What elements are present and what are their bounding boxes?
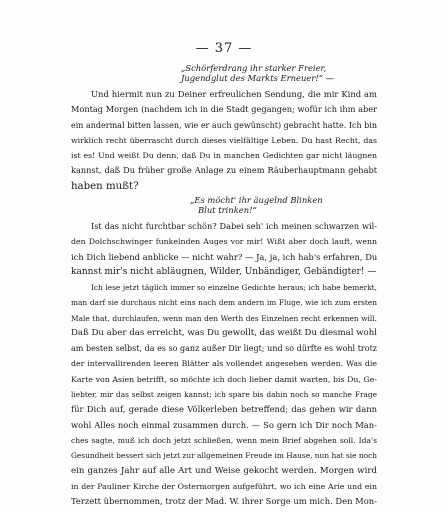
verse-line: Jugendglut des Markts Erneuer!“ — — [181, 73, 335, 83]
text-line: in der Pauliner Kirche der Ostermorgen aufgeführt, wo ich eine Arie und ein — [71, 481, 377, 491]
text-line: wirklich recht überrascht durch dieses vielfältige Leben. Du hast Recht, das — [71, 135, 377, 145]
text-line: wohl Alles noch einmal zusammen durch. — So gern ich Dir noch Man- — [71, 419, 377, 430]
text-line: der intervallirenden leeren Blätter als vollendet angesehen werden. Was die — [71, 359, 377, 369]
text-line: ein andermal bitten lassen, wie er auch gewünscht) gebracht hatte. Ich bin — [71, 120, 377, 130]
text-line: man darf sie durchaus nicht eins nach dem andern im Fluge, wie ich zum ersten — [71, 298, 377, 308]
text-line: Male that, durchlaufen, wenn man den Werth des Einzelnen recht erkennen will. — [71, 313, 377, 323]
text-line: Ich lese jetzt täglich immer so einzelne Gedichte heraus; ich habe bemerkt, — [91, 283, 377, 292]
paragraph-2 — [71, 219, 377, 280]
text-line: Terzett übernommen, trotz der Mad. W. ihrer Sorge um mich. Den Mon- — [71, 496, 377, 507]
text-line: für Dich auf, gerade diese Völkerleben betreffend; das gehen wir dann — [71, 404, 377, 415]
text-line: am besten selbst, da es so ganz außer Dir liegt; und so dürfte es wohl trotz — [71, 344, 377, 354]
text-line: kannst mir's nicht abläugnen, Wilder, Unbändiger, Gebändigter! — — [71, 266, 377, 277]
verse-quote-2 — [190, 195, 323, 215]
text-line: ist es! Und weißt Du denn, daß Du in manchen Gedichten gar nicht läugnen — [71, 151, 377, 161]
text-line: Montag Morgen (nachdem ich in die Stadt gegangen; wofür ich ihm aber — [71, 104, 377, 115]
text-line: kannst, daß Du früher große Anlage zu einem Räuberhauptmann gehabt — [71, 165, 377, 176]
text-line: ein ganzes Jahr auf alle Art und Weise gekocht werden. Morgen wird — [71, 465, 377, 476]
text-line: Gesundheit bessert sich jetzt zur allgemeinen Freude im Hause, nun hat sie noch — [71, 451, 377, 461]
text-line: liebter, mir das selbst zeigen kannst; ich spare bis dahin noch so manche Frage — [71, 390, 377, 400]
text-line: haben mußt? — [71, 180, 139, 192]
text-line: ches sagte, muß ich doch jetzt schließen, wenn mein Brief abgehen soll. Ida's — [71, 435, 377, 445]
paragraph-1 — [71, 87, 377, 194]
paragraph-3 — [71, 280, 377, 509]
verse-line: „Es möcht' ihr äugelnd Blinken — [190, 195, 323, 205]
text-line: ich Dich liebend anblicke — nicht wahr? — Ja, ja, ich hab's erfahren, Du — [71, 251, 377, 262]
text-line: Ist das nicht furchtbar schön? Dabei seh' ich meinen schwarzen wil- — [91, 221, 377, 231]
page-number: — 37 — — [195, 41, 253, 56]
verse-line: „Schörferdrang ihr starker Freier, — [181, 63, 327, 73]
text-line: Daß Du aber das erreicht, was Du gewollt, das weißt Du diesmal wohl — [71, 327, 377, 338]
text-line: den Dolchschwinger funkelnden Auges vor mir! Wißt aber doch lauft, wenn — [71, 237, 377, 247]
verse-line: Blut trinken!“ — [198, 205, 257, 215]
text-line: Karte von Asien betrifft, so möchte ich doch lieber damit warten, bis Du, Ge- — [71, 374, 377, 384]
verse-quote-1 — [181, 63, 334, 83]
text-line: Und hiermit nun zu Deiner erfreulichen Sendung, die mir Kind am — [91, 89, 377, 99]
